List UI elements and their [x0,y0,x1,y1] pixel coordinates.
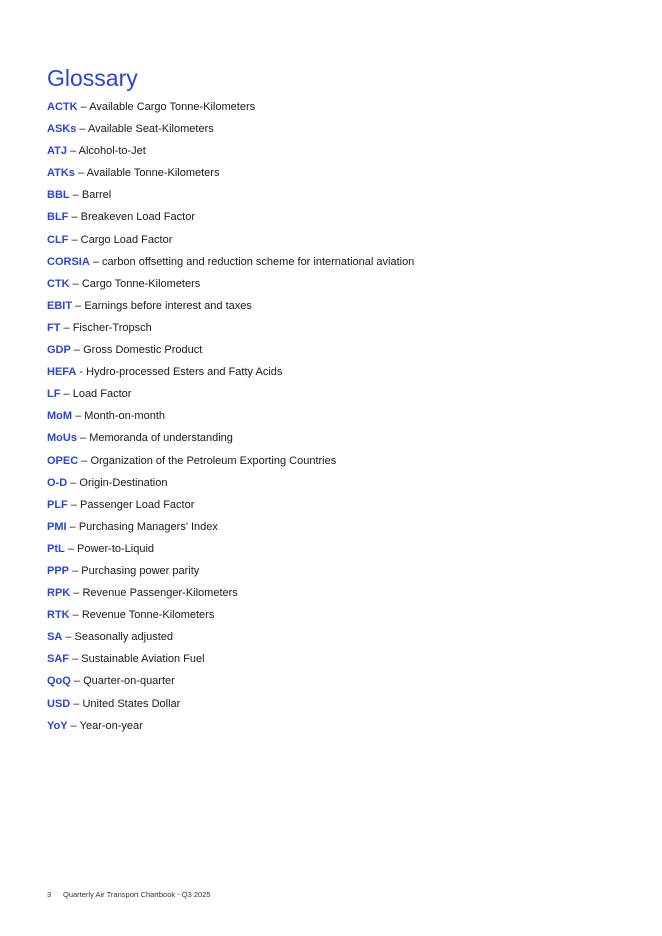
glossary-entry [47,541,647,563]
glossary-separator: – [70,719,77,732]
glossary-term: RPK [47,587,71,600]
glossary-separator: – [73,675,81,688]
glossary-entry [47,585,647,607]
glossary-term: O-D [47,476,68,489]
glossary-separator: – [69,520,76,533]
glossary-entry [47,364,647,386]
page-number: 3 [47,890,52,899]
glossary-definition: Power-to-Liquid [76,542,155,555]
glossary-definition: Month-on-month [84,410,166,423]
glossary-term: USD [47,697,71,710]
glossary-entry [47,298,647,320]
glossary-term: ATJ [47,145,67,158]
glossary-entry [47,607,647,629]
glossary-separator: – [72,609,79,622]
glossary-term: RTK [47,609,70,622]
glossary-separator: – [75,299,82,312]
glossary-entry [47,453,647,475]
glossary-term: BBL [47,189,70,202]
glossary-separator: – [67,542,74,555]
glossary-entry [47,232,647,254]
glossary-separator: – [72,564,79,577]
glossary-term: LF [47,388,61,401]
glossary-definition: Revenue Passenger-Kilometers [82,587,238,600]
glossary-term: CTK [47,277,70,290]
glossary-entry [47,187,647,209]
glossary-term: PLF [47,498,68,511]
glossary-definition: Fischer-Tropsch [72,321,152,334]
glossary-entry [47,342,647,364]
glossary-separator: – [80,101,87,113]
glossary-term: YoY [47,719,68,732]
glossary-term: ASKs [47,123,77,136]
glossary-separator: – [71,233,78,246]
page-footer [47,889,211,901]
glossary-separator: – [79,123,86,136]
glossary-term: BLF [47,211,69,224]
glossary-separator: – [70,498,77,511]
glossary-entry [47,320,647,342]
glossary-term: PtL [47,542,65,555]
glossary-term: MoUs [47,432,77,445]
glossary-definition: Cargo Load Factor [80,233,173,246]
glossary-separator: – [73,587,80,600]
glossary-definition: Available Seat-Kilometers [87,123,214,136]
glossary-definition: carbon offsetting and reduction scheme for international aviation [102,255,415,268]
glossary-term: ACTK [47,101,78,113]
glossary-definition: Organization of the Petroleum Exporting Countries [90,454,337,467]
glossary-term: PPP [47,564,70,577]
glossary-term: CLF [47,233,69,246]
glossary-definition: Purchasing Managers' Index [78,520,218,533]
glossary-definition: Revenue Tonne-Kilometers [81,609,215,622]
glossary-term: HEFA [47,366,77,379]
glossary-separator: – [70,145,77,158]
glossary-term: QoQ [47,675,71,688]
glossary-definition: Sustainable Aviation Fuel [81,653,205,666]
glossary-definition: Cargo Tonne-Kilometers [81,277,201,290]
glossary-entry [47,165,647,187]
glossary-definition: Passenger Load Factor [80,498,195,511]
glossary-entry [47,651,647,673]
glossary-separator: – [73,697,80,710]
glossary-definition: Available Tonne-Kilometers [86,167,220,180]
glossary-separator: – [71,211,78,224]
glossary-definition: Purchasing power parity [81,564,200,577]
glossary-separator: – [70,476,77,489]
glossary-separator: – [80,432,87,445]
glossary-term: SAF [47,653,69,666]
document-title: Quarterly Air Transport Chartbook - Q3 2025 [63,890,211,899]
glossary-entry [47,99,647,121]
glossary-definition: Breakeven Load Factor [80,211,195,224]
glossary-entry [47,563,647,585]
glossary-definition: United States Dollar [82,697,181,710]
glossary-definition: Hydro-processed Esters and Fatty Acids [86,366,283,379]
glossary-entry [47,254,647,276]
glossary-separator: – [63,388,70,401]
glossary-list [47,99,647,740]
glossary-separator: – [65,631,72,644]
glossary-definition: Earnings before interest and taxes [84,299,252,312]
glossary-definition: Memoranda of understanding [89,432,233,445]
glossary-entry [47,209,647,231]
glossary-term: CORSIA [47,255,90,268]
glossary-separator: - [79,366,84,379]
page-title: Glossary [47,65,138,91]
glossary-term: GDP [47,344,71,357]
glossary-definition: Load Factor [72,388,132,401]
glossary-definition: Quarter-on-quarter [83,675,175,688]
glossary-entry [47,475,647,497]
glossary-definition: Origin-Destination [79,476,168,489]
glossary-separator: – [75,410,82,423]
glossary-separator: – [72,653,79,666]
glossary-entry [47,386,647,408]
glossary-term: PMI [47,520,67,533]
glossary-separator: – [92,255,99,268]
glossary-definition: Gross Domestic Product [83,344,203,357]
glossary-entry [47,143,647,165]
glossary-entry [47,673,647,695]
glossary-term: ATKs [47,167,75,180]
glossary-definition: Alcohol-to-Jet [78,145,146,158]
glossary-separator: – [81,454,88,467]
glossary-entry [47,121,647,143]
glossary-entry [47,696,647,718]
glossary-separator: – [72,277,79,290]
glossary-entry [47,430,647,452]
glossary-separator: – [63,321,70,334]
glossary-term: SA [47,631,63,644]
glossary-term: MoM [47,410,73,423]
glossary-entry [47,629,647,651]
glossary-entry [47,408,647,430]
glossary-entry [47,519,647,541]
glossary-entry [47,718,647,740]
glossary-term: EBIT [47,299,73,312]
glossary-term: FT [47,321,61,334]
glossary-separator: – [72,189,79,202]
glossary-definition: Seasonally adjusted [74,631,173,644]
glossary-separator: – [73,344,81,357]
glossary-definition: Year-on-year [79,719,143,732]
glossary-term: OPEC [47,454,79,467]
glossary-definition: Available Cargo Tonne-Kilometers [89,101,256,113]
glossary-entry [47,276,647,298]
glossary-entry [47,497,647,519]
glossary-separator: – [77,167,85,180]
glossary-definition: Barrel [81,189,112,202]
